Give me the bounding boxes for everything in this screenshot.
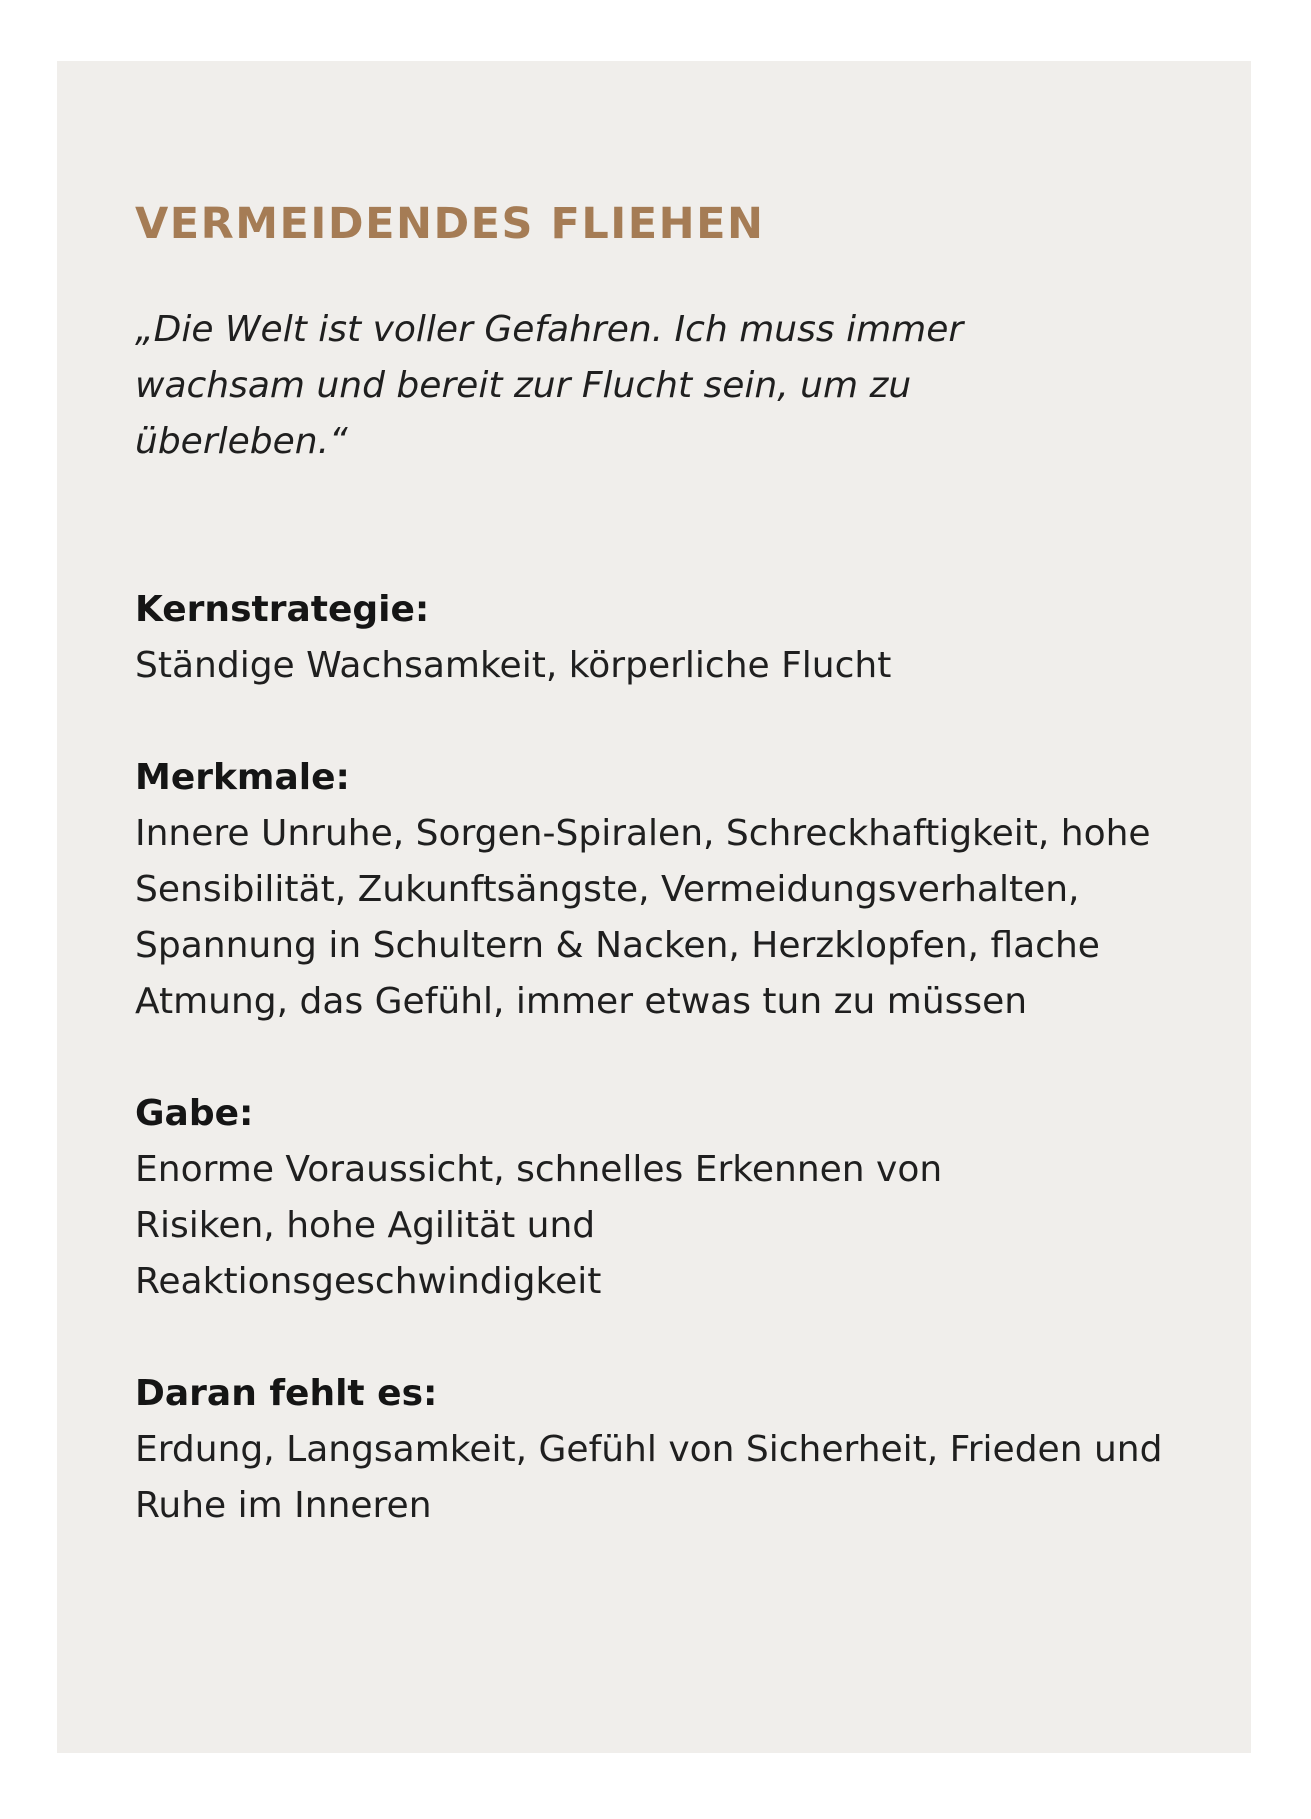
section-kernstrategie (135, 582, 1251, 694)
section-text: Ständige Wachsamkeit, körperliche Flucht (135, 645, 892, 686)
card-quote: „Die Welt ist voller Gefahren. Ich muss immer wachsam und bereit zur Flucht sein, um zu überleben.“ (135, 309, 964, 462)
info-card (57, 61, 1251, 1753)
section-daran-fehlt-es (135, 1366, 1251, 1534)
section-merkmale (135, 750, 1251, 1030)
section-label: Gabe: (135, 1093, 254, 1134)
section-label: Daran fehlt es: (135, 1373, 438, 1414)
card-title: VERMEIDENDES FLIEHEN (135, 199, 765, 249)
section-label: Kernstrategie: (135, 589, 430, 630)
section-label: Merkmale: (135, 757, 350, 798)
section-text: Innere Unruhe, Sorgen-Spiralen, Schreckhaftigkeit, hohe Sensibilität, Zukunftsängste, Vermeidungsverhalten, Spannung in Schultern & Nacken, Herzklopfen, flache Atmung, das Gefühl, immer etwas tun zu müssen (135, 813, 1151, 1022)
section-text: Enorme Voraussicht, schnelles Erkennen von Risiken, hohe Agilität und Reaktionsgeschwindigkeit (135, 1149, 943, 1302)
card-sections (135, 582, 1251, 1534)
section-text: Erdung, Langsamkeit, Gefühl von Sicherheit, Frieden und Ruhe im Inneren (135, 1429, 1163, 1526)
section-gabe (135, 1086, 1251, 1310)
